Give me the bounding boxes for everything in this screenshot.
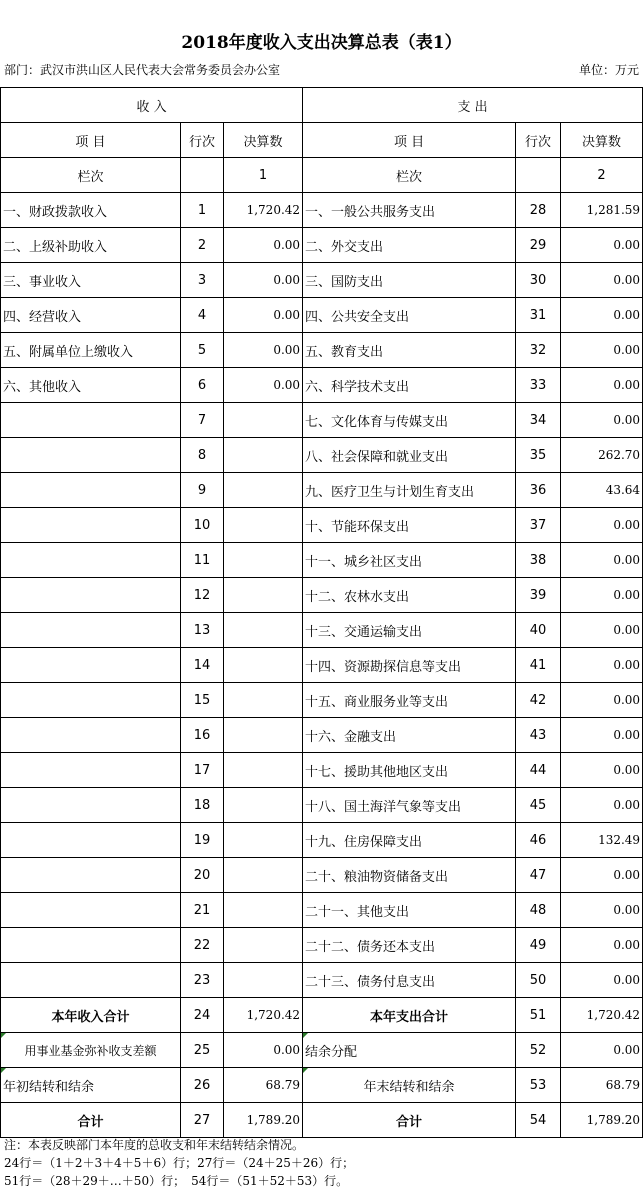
summary-expense-amount: 1,720.42 [561, 998, 643, 1033]
expense-amount: 0.00 [561, 508, 643, 543]
table-row [1, 403, 643, 438]
table-row [1, 473, 643, 508]
table-row [1, 683, 643, 718]
income-amount [224, 928, 303, 963]
expense-item: 十七、援助其他地区支出 [303, 753, 516, 788]
table-row [1, 333, 643, 368]
income-amount [224, 788, 303, 823]
table-row [1, 578, 643, 613]
income-row-number: 21 [181, 893, 224, 928]
summary-income-amount: 1,720.42 [224, 998, 303, 1033]
expense-amount: 0.00 [561, 543, 643, 578]
income-item [1, 648, 181, 683]
income-row-number: 22 [181, 928, 224, 963]
unit-label: 单位：万元 [578, 63, 639, 77]
income-item [1, 893, 181, 928]
table-row [1, 298, 643, 333]
income-row-number: 10 [181, 508, 224, 543]
summary-row [1, 1068, 643, 1103]
summary-expense-row-number: 52 [516, 1033, 561, 1068]
income-row-number: 7 [181, 403, 224, 438]
table-row [1, 368, 643, 403]
expense-row-number: 46 [516, 823, 561, 858]
expense-item: 五、教育支出 [303, 333, 516, 368]
income-row-number: 5 [181, 333, 224, 368]
summary-expense-item: 结余分配 [303, 1033, 516, 1068]
income-amount [224, 473, 303, 508]
expense-row-number: 49 [516, 928, 561, 963]
table-row [1, 508, 643, 543]
income-amount [224, 578, 303, 613]
table-row [1, 823, 643, 858]
budget-table [0, 87, 643, 1138]
income-amount [224, 963, 303, 998]
income-amount [224, 543, 303, 578]
expense-amount-header: 决算数 [561, 123, 643, 158]
income-row-number: 11 [181, 543, 224, 578]
expense-item: 三、国防支出 [303, 263, 516, 298]
table-row [1, 858, 643, 893]
income-row-number: 8 [181, 438, 224, 473]
expense-row-number: 41 [516, 648, 561, 683]
income-amount [224, 613, 303, 648]
table-row [1, 648, 643, 683]
expense-row-number: 48 [516, 893, 561, 928]
expense-amount: 0.00 [561, 403, 643, 438]
expense-row-number: 50 [516, 963, 561, 998]
income-amount: 0.00 [224, 298, 303, 333]
income-row-number: 13 [181, 613, 224, 648]
table-row [1, 228, 643, 263]
summary-income-amount: 0.00 [224, 1033, 303, 1068]
expense-amount: 0.00 [561, 613, 643, 648]
expense-amount: 0.00 [561, 578, 643, 613]
income-item [1, 578, 181, 613]
income-row-number: 9 [181, 473, 224, 508]
income-row-number: 15 [181, 683, 224, 718]
income-amount [224, 438, 303, 473]
note-line: 24行＝（1＋2＋3＋4＋5＋6）行；27行＝（24＋25＋26）行； [4, 1156, 355, 1170]
expense-amount: 262.70 [561, 438, 643, 473]
income-item [1, 508, 181, 543]
expense-row-header: 行次 [516, 123, 561, 158]
income-amount [224, 718, 303, 753]
table-row [1, 963, 643, 998]
expense-item: 一、一般公共服务支出 [303, 193, 516, 228]
summary-row [1, 998, 643, 1033]
income-item: 六、其他收入 [1, 368, 181, 403]
summary-income-item: 本年收入合计 [1, 998, 181, 1033]
expense-item: 四、公共安全支出 [303, 298, 516, 333]
income-item: 五、附属单位上缴收入 [1, 333, 181, 368]
summary-expense-item: 本年支出合计 [303, 998, 516, 1033]
income-header: 收 入 [1, 88, 303, 123]
income-col-number: 1 [224, 158, 303, 193]
table-row [1, 753, 643, 788]
summary-expense-row-number: 51 [516, 998, 561, 1033]
summary-income-item: 合计 [1, 1103, 181, 1138]
expense-amount: 0.00 [561, 683, 643, 718]
income-item [1, 718, 181, 753]
summary-row [1, 1103, 643, 1138]
expense-item: 十六、金融支出 [303, 718, 516, 753]
expense-row-number: 35 [516, 438, 561, 473]
summary-expense-row-number: 54 [516, 1103, 561, 1138]
summary-income-row-number: 26 [181, 1068, 224, 1103]
expense-item: 六、科学技术支出 [303, 368, 516, 403]
expense-item: 十四、资源勘探信息等支出 [303, 648, 516, 683]
table-row [1, 893, 643, 928]
income-amount: 0.00 [224, 228, 303, 263]
income-amount [224, 823, 303, 858]
expense-row-number: 37 [516, 508, 561, 543]
summary-expense-item: 年末结转和结余 [303, 1068, 516, 1103]
expense-item: 十三、交通运输支出 [303, 613, 516, 648]
table-row [1, 613, 643, 648]
expense-item: 七、文化体育与传媒支出 [303, 403, 516, 438]
expense-row-number: 44 [516, 753, 561, 788]
table-row [1, 543, 643, 578]
expense-row-number: 42 [516, 683, 561, 718]
income-amount: 1,720.42 [224, 193, 303, 228]
expense-item: 十九、住房保障支出 [303, 823, 516, 858]
expense-amount: 0.00 [561, 263, 643, 298]
note-line: 51行＝（28＋29＋…＋50）行； 54行＝（51＋52＋53）行。 [4, 1174, 349, 1188]
income-item [1, 438, 181, 473]
income-row-header: 行次 [181, 123, 224, 158]
table-row [1, 788, 643, 823]
expense-row-number: 31 [516, 298, 561, 333]
expense-item: 十、节能环保支出 [303, 508, 516, 543]
summary-income-amount: 1,789.20 [224, 1103, 303, 1138]
expense-amount: 0.00 [561, 718, 643, 753]
income-row-number: 19 [181, 823, 224, 858]
summary-income-row-number: 24 [181, 998, 224, 1033]
expense-amount: 0.00 [561, 333, 643, 368]
summary-expense-amount: 68.79 [561, 1068, 643, 1103]
summary-income-row-number: 25 [181, 1033, 224, 1068]
income-amount: 0.00 [224, 368, 303, 403]
summary-expense-amount: 1,789.20 [561, 1103, 643, 1138]
income-lanci-row [181, 158, 224, 193]
expense-item: 十八、国土海洋气象等支出 [303, 788, 516, 823]
income-item: 一、财政拨款收入 [1, 193, 181, 228]
income-item [1, 473, 181, 508]
income-item [1, 788, 181, 823]
income-item: 三、事业收入 [1, 263, 181, 298]
expense-row-number: 38 [516, 543, 561, 578]
expense-row-number: 30 [516, 263, 561, 298]
expense-row-number: 45 [516, 788, 561, 823]
income-item [1, 613, 181, 648]
income-amount [224, 753, 303, 788]
summary-income-amount: 68.79 [224, 1068, 303, 1103]
expense-amount: 0.00 [561, 368, 643, 403]
income-amount [224, 648, 303, 683]
table-row [1, 193, 643, 228]
table-row [1, 438, 643, 473]
expense-row-number: 36 [516, 473, 561, 508]
income-item [1, 683, 181, 718]
table-body [1, 88, 643, 1138]
income-item [1, 858, 181, 893]
expense-amount: 0.00 [561, 893, 643, 928]
expense-item: 二十二、债务还本支出 [303, 928, 516, 963]
header-row-columns [1, 123, 643, 158]
income-row-number: 4 [181, 298, 224, 333]
expense-amount: 0.00 [561, 928, 643, 963]
income-row-number: 23 [181, 963, 224, 998]
income-item-header: 项 目 [1, 123, 181, 158]
income-amount [224, 508, 303, 543]
expense-row-number: 32 [516, 333, 561, 368]
income-item [1, 753, 181, 788]
table-row [1, 263, 643, 298]
summary-expense-row-number: 53 [516, 1068, 561, 1103]
expense-item: 八、社会保障和就业支出 [303, 438, 516, 473]
expense-header: 支 出 [303, 88, 643, 123]
expense-item: 十二、农林水支出 [303, 578, 516, 613]
income-row-number: 14 [181, 648, 224, 683]
expense-row-number: 43 [516, 718, 561, 753]
expense-row-number: 29 [516, 228, 561, 263]
department-label: 部门：武汉市洪山区人民代表大会常务委员会办公室 [4, 63, 281, 77]
income-amount [224, 893, 303, 928]
income-row-number: 6 [181, 368, 224, 403]
summary-income-item: 年初结转和结余 [1, 1068, 181, 1103]
expense-amount: 0.00 [561, 753, 643, 788]
expense-amount: 0.00 [561, 228, 643, 263]
expense-amount: 1,281.59 [561, 193, 643, 228]
income-amount [224, 683, 303, 718]
expense-lanci: 栏次 [303, 158, 516, 193]
table-row [1, 718, 643, 753]
summary-income-item: 用事业基金弥补收支差额 [1, 1033, 181, 1068]
income-item [1, 543, 181, 578]
page-title: 2018年度收入支出决算总表（表1） [181, 33, 462, 53]
expense-item: 二十三、债务付息支出 [303, 963, 516, 998]
income-item: 四、经营收入 [1, 298, 181, 333]
income-row-number: 2 [181, 228, 224, 263]
header-row-lanci [1, 158, 643, 193]
expense-col-number: 2 [561, 158, 643, 193]
summary-income-row-number: 27 [181, 1103, 224, 1138]
income-row-number: 3 [181, 263, 224, 298]
income-amount [224, 403, 303, 438]
expense-item: 九、医疗卫生与计划生育支出 [303, 473, 516, 508]
expense-row-number: 34 [516, 403, 561, 438]
income-amount: 0.00 [224, 263, 303, 298]
expense-item: 十一、城乡社区支出 [303, 543, 516, 578]
income-row-number: 17 [181, 753, 224, 788]
expense-amount: 0.00 [561, 648, 643, 683]
income-lanci: 栏次 [1, 158, 181, 193]
expense-row-number: 47 [516, 858, 561, 893]
summary-row [1, 1033, 643, 1068]
expense-amount: 0.00 [561, 298, 643, 333]
income-row-number: 18 [181, 788, 224, 823]
income-item [1, 823, 181, 858]
summary-expense-item: 合计 [303, 1103, 516, 1138]
expense-row-number: 40 [516, 613, 561, 648]
expense-row-number: 33 [516, 368, 561, 403]
expense-amount: 43.64 [561, 473, 643, 508]
income-row-number: 20 [181, 858, 224, 893]
income-item: 二、上级补助收入 [1, 228, 181, 263]
expense-item-header: 项 目 [303, 123, 516, 158]
income-item [1, 963, 181, 998]
income-row-number: 12 [181, 578, 224, 613]
expense-amount: 132.49 [561, 823, 643, 858]
summary-expense-amount: 0.00 [561, 1033, 643, 1068]
table-row [1, 928, 643, 963]
expense-amount: 0.00 [561, 788, 643, 823]
expense-amount: 0.00 [561, 963, 643, 998]
header-row-section [1, 88, 643, 123]
expense-item: 二十、粮油物资储备支出 [303, 858, 516, 893]
expense-item: 二、外交支出 [303, 228, 516, 263]
expense-item: 十五、商业服务业等支出 [303, 683, 516, 718]
expense-item: 二十一、其他支出 [303, 893, 516, 928]
income-amount [224, 858, 303, 893]
expense-amount: 0.00 [561, 858, 643, 893]
expense-row-number: 28 [516, 193, 561, 228]
income-amount-header: 决算数 [224, 123, 303, 158]
expense-lanci-row [516, 158, 561, 193]
income-amount: 0.00 [224, 333, 303, 368]
income-item [1, 928, 181, 963]
income-row-number: 1 [181, 193, 224, 228]
income-row-number: 16 [181, 718, 224, 753]
note-line: 注：本表反映部门本年度的总收支和年末结转结余情况。 [4, 1138, 305, 1152]
income-item [1, 403, 181, 438]
expense-row-number: 39 [516, 578, 561, 613]
